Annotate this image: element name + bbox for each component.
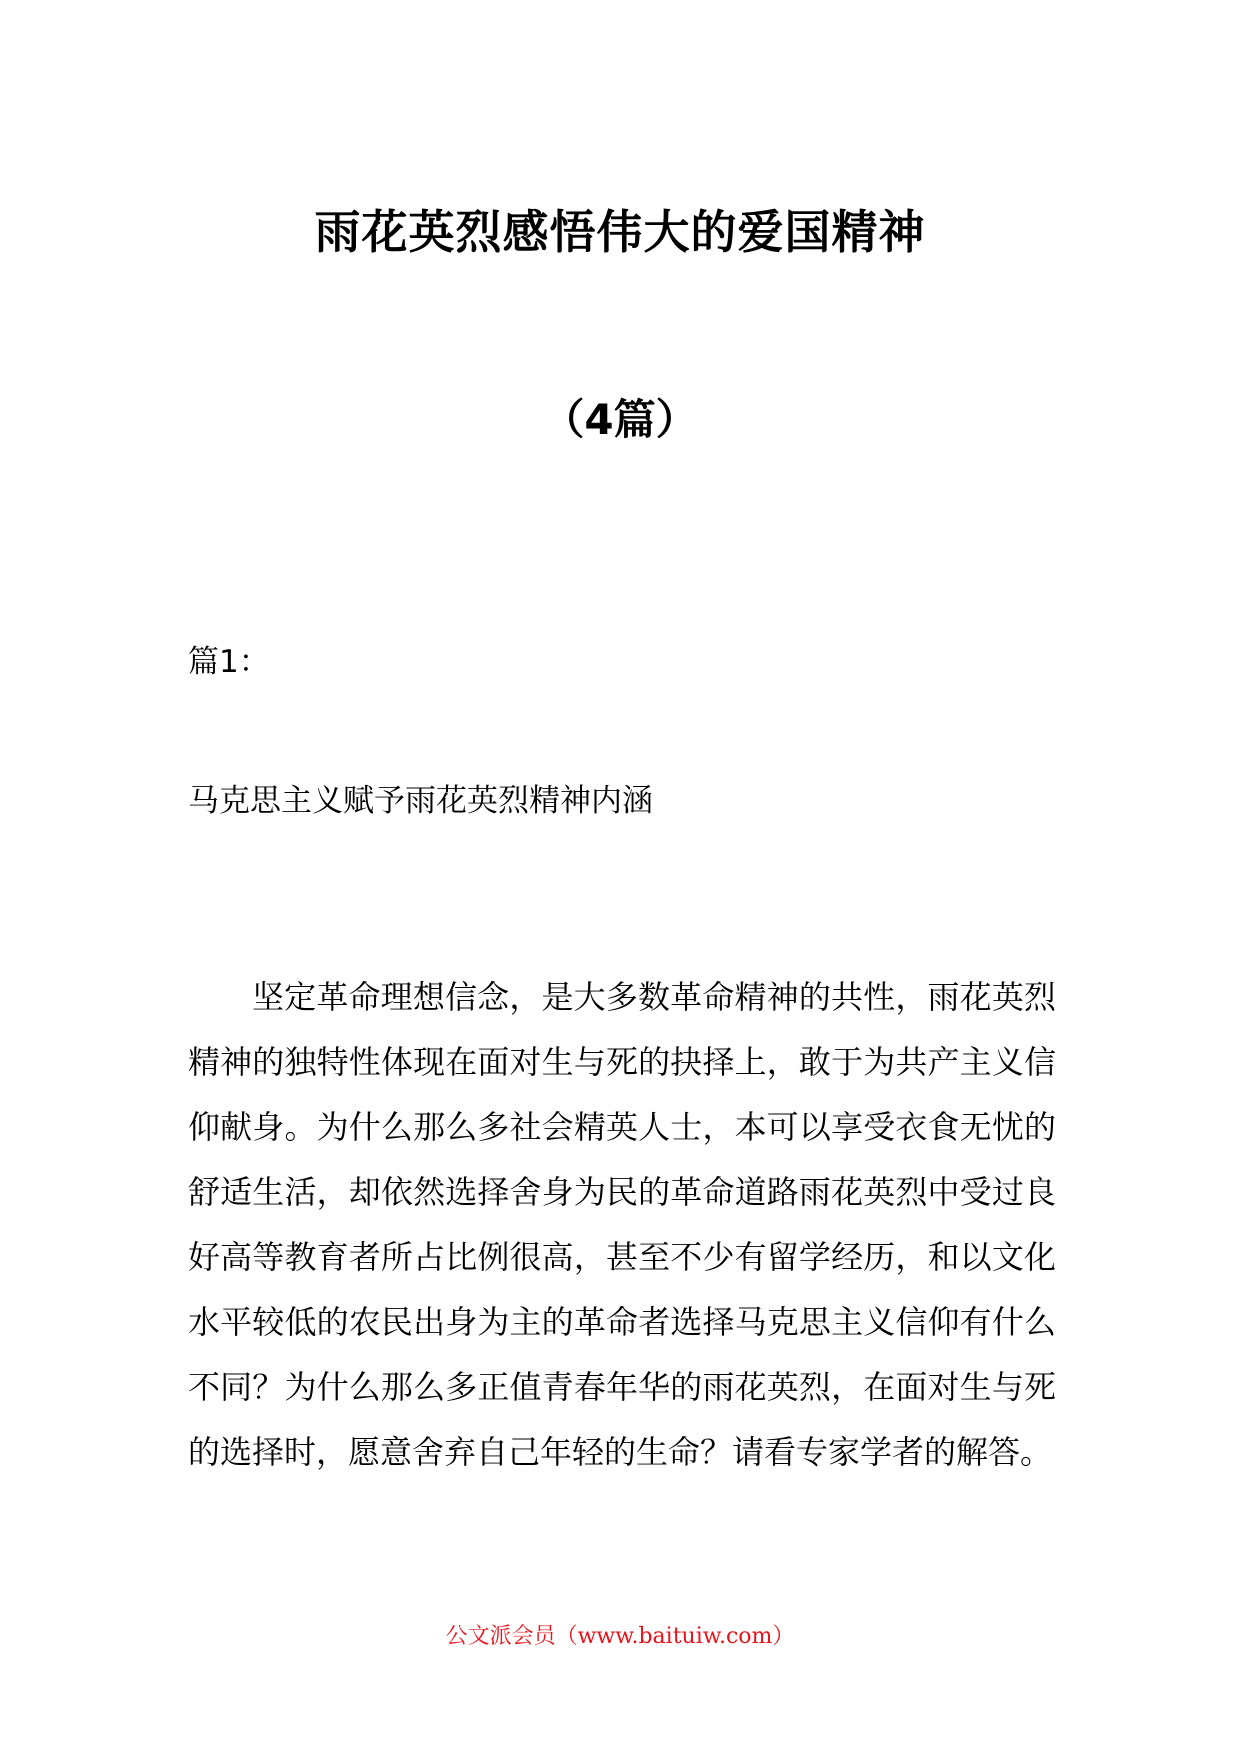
document-subtitle: （4篇） <box>542 395 698 444</box>
footer-watermark: 公文派会员（www.baituiw.com） <box>445 1624 795 1649</box>
section-heading: 马克思主义赋予雨花英烈精神内涵 <box>188 783 653 819</box>
body-paragraph: 坚定革命理想信念，是大多数革命精神的共性，雨花英烈精神的独特性体现在面对生与死的抉择上，敢于为共产主义信仰献身。为什么那么多社会精英人士，本可以享受衣食无忧的舒适生活，却依然选择舍身为民的革命道路雨花英烈中受过良好高等教育者所占比例很高，甚至不少有留学经历，和以文化水平较低的农民出身为主的革命者选择马克思主义信仰有什么不同？为什么那么多正值青春年华的雨花英烈，在面对生与死的选择时，愿意舍弃自己年轻的生命？请看专家学者的解答。 <box>188 978 1056 1471</box>
section-label: 篇1： <box>188 644 270 680</box>
document-title: 雨花英烈感悟伟大的爱国精神 <box>314 205 926 259</box>
